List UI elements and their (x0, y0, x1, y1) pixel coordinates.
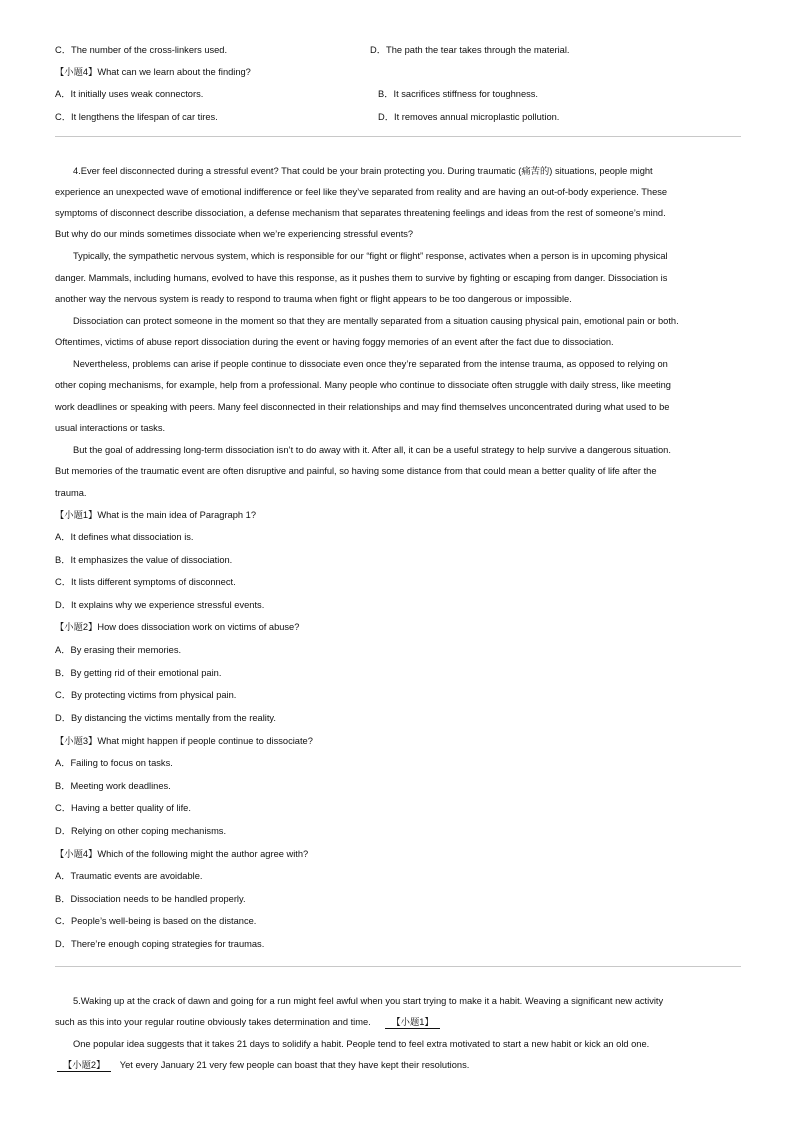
q4b-option-c: C．People’s well-being is based on the distance. (55, 916, 257, 926)
q3-option-a: A．Failing to focus on tasks. (55, 758, 173, 768)
passage-line: usual interactions or tasks. (55, 423, 166, 433)
passage-line: Nevertheless, problems can arise if people continue to dissociate even once they’re separated from the intense trauma, as opposed to relying on (73, 359, 668, 369)
passage-line: Oftentimes, victims of abuse report dissociation during the event or having foggy memories of an event after the fact due to dissociation. (55, 337, 614, 347)
q3-option-d: D．Relying on other coping mechanisms. (55, 826, 227, 836)
passage5-line: One popular idea suggests that it takes 21 days to solidify a habit. People tend to feel extra motivated to start a new habit or kick an old one. (73, 1039, 650, 1049)
passage-line: Typically, the sympathetic nervous system, which is responsible for our “fight or flight” response, activates when a person is in upcoming physical (73, 251, 668, 261)
q4-option-a: A．It initially uses weak connectors. (55, 89, 204, 99)
q1-option-b: B．It emphasizes the value of dissociation. (55, 555, 233, 565)
passage5-line: 5.Waking up at the crack of dawn and going for a run might feel awful when you start trying to make it a habit. Weaving a significant new activity (73, 996, 664, 1006)
passage-line: other coping mechanisms, for example, help from a professional. Many people who continue to dissociate often struggle with daily stress, like meeting (55, 380, 671, 390)
passage-line: But the goal of addressing long-term dissociation isn’t to do away with it. After all, it can be a useful strategy to help survive a dangerous situation. (73, 445, 671, 455)
passage-line: But why do our minds sometimes dissociate when we’re experiencing stressful events? (55, 229, 414, 239)
passage-line: danger. Mammals, including humans, evolved to have this response, as it pushes them to survive by fighting or escaping from danger. Dissociation is (55, 273, 668, 283)
q4-option-d: D．It removes annual microplastic pollution. (378, 112, 560, 122)
passage5-line (55, 1059, 469, 1072)
passage-line: experience an unexpected wave of emotional indifference or feel like they’ve separated from reality and are having an out-of-body experience. These (55, 187, 668, 197)
passage-line: But memories of the traumatic event are often disruptive and painful, so having some distance from that could mean a better quality of life after the (55, 466, 657, 476)
passage-line: trauma. (55, 488, 87, 498)
answer-blank-1: 【小题1】 (385, 1016, 439, 1029)
option-c: C．The number of the cross-linkers used. (55, 45, 228, 55)
section-divider (55, 966, 741, 967)
passage5-line (55, 1016, 442, 1029)
question-3: 【小题3】What might happen if people continue to dissociate? (55, 736, 313, 746)
q4b-option-b: B．Dissociation needs to be handled properly. (55, 894, 246, 904)
option-d: D．The path the tear takes through the material. (370, 45, 570, 55)
passage-line: work deadlines or speaking with peers. Many feel disconnected in their relationships and may find themselves unconcentrated during what used to be (55, 402, 670, 412)
question-4b: 【小题4】Which of the following might the author agree with? (55, 849, 309, 859)
passage-line: Dissociation can protect someone in the moment so that they are mentally separated from a situation causing physical pain, emotional pain or both. (73, 316, 679, 326)
answer-blank-2: 【小题2】 (57, 1059, 111, 1072)
q1-option-d: D．It explains why we experience stressful events. (55, 600, 265, 610)
passage-line: 4.Ever feel disconnected during a stressful event? That could be your brain protecting you. During traumatic (痛苦的) situations, people might (73, 166, 653, 176)
q2-option-a: A．By erasing their memories. (55, 645, 182, 655)
passage-line: symptoms of disconnect describe dissociation, a defense mechanism that separates threatening feelings and ideas from the rest of someone’s mind. (55, 208, 666, 218)
q1-option-c: C．It lists different symptoms of disconnect. (55, 577, 236, 587)
q2-option-c: C．By protecting victims from physical pain. (55, 690, 237, 700)
q1-option-a: A．It defines what dissociation is. (55, 532, 194, 542)
q2-option-b: B．By getting rid of their emotional pain. (55, 668, 222, 678)
passage5-text: Yet every January 21 very few people can boast that they have kept their resolutions. (119, 1060, 470, 1070)
question-2: 【小题2】How does dissociation work on victims of abuse? (55, 622, 300, 632)
section-divider (55, 136, 741, 137)
question-1: 【小题1】What is the main idea of Paragraph 1? (55, 510, 257, 520)
passage5-text: such as this into your regular routine obviously takes determination and time. (55, 1017, 371, 1027)
q2-option-d: D．By distancing the victims mentally from the reality. (55, 713, 276, 723)
q4b-option-a: A．Traumatic events are avoidable. (55, 871, 203, 881)
q4b-option-d: D．There’re enough coping strategies for traumas. (55, 939, 265, 949)
q4-option-c: C．It lengthens the lifespan of car tires. (55, 112, 218, 122)
q4-option-b: B．It sacrifices stiffness for toughness. (378, 89, 539, 99)
q3-option-c: C．Having a better quality of life. (55, 803, 191, 813)
passage-line: another way the nervous system is ready to respond to trauma when fight or flight appears to be too dangerous or impossible. (55, 294, 572, 304)
question-4: 【小题4】What can we learn about the finding? (55, 67, 251, 77)
q3-option-b: B．Meeting work deadlines. (55, 781, 171, 791)
